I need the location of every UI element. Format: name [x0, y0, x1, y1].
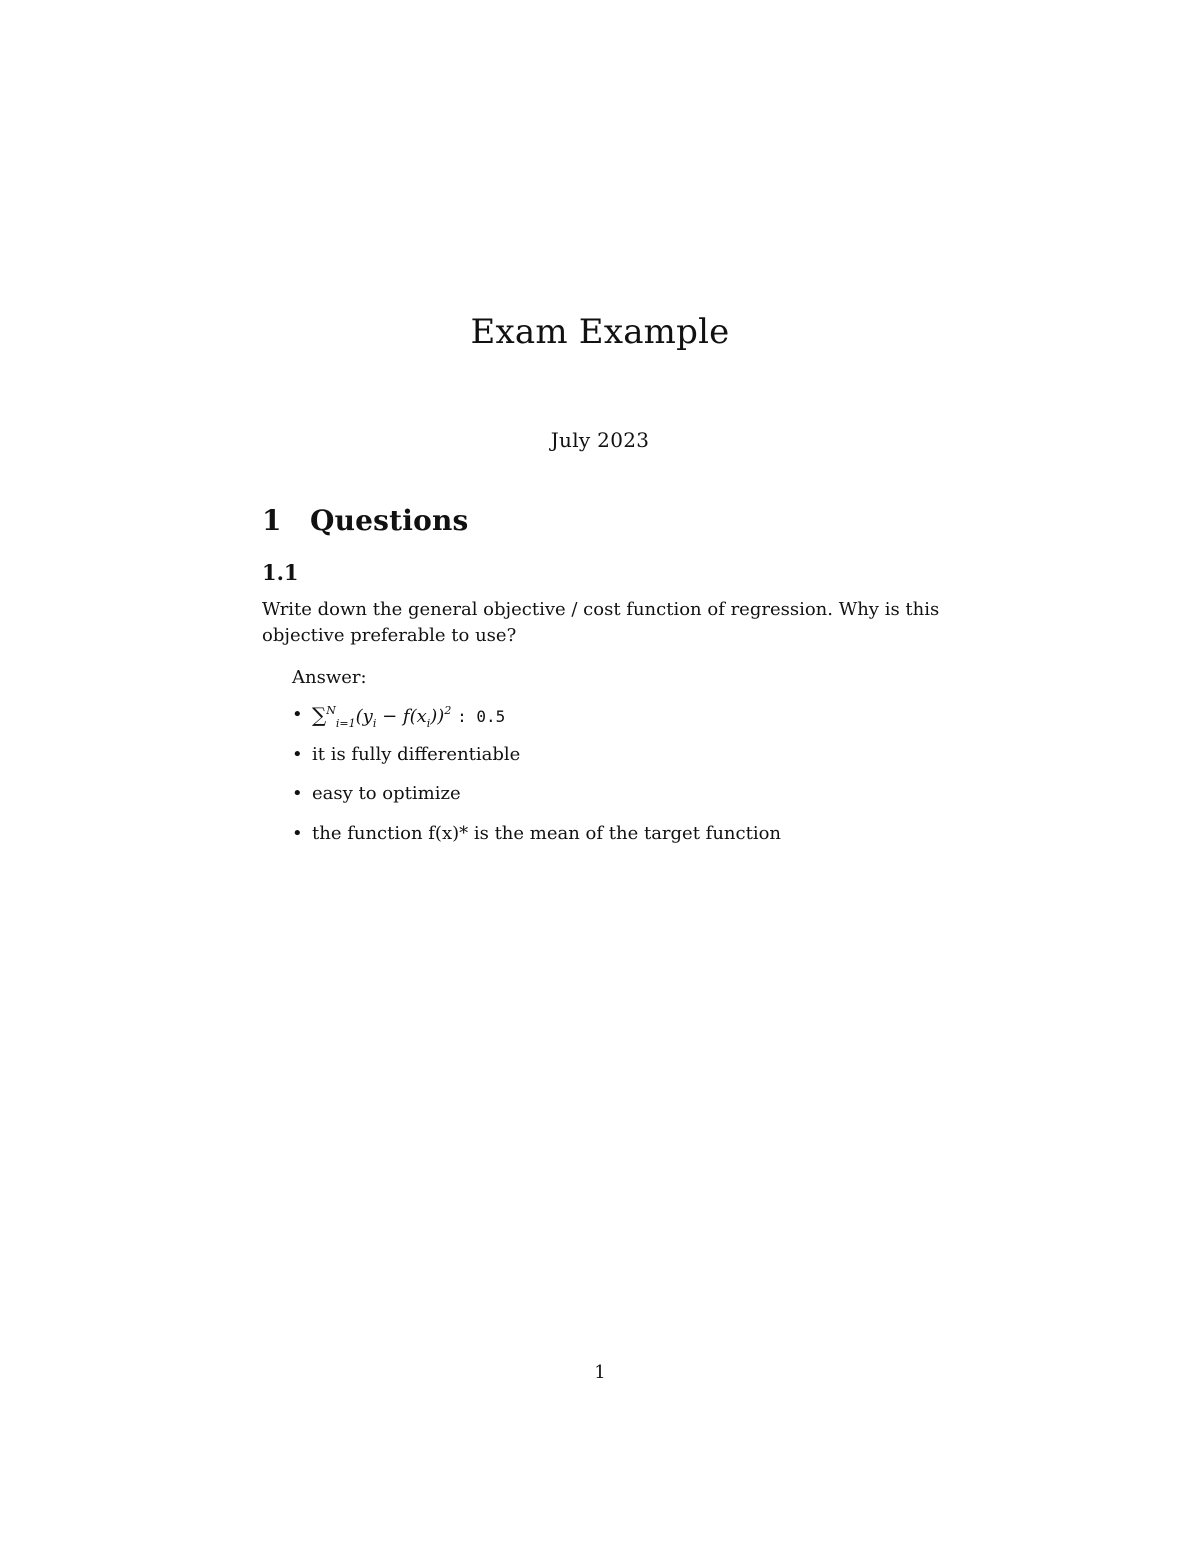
answer-list	[292, 702, 781, 860]
list-item: • the function f(x)* is the mean of the target function	[292, 821, 781, 861]
section-title: Questions	[310, 504, 469, 537]
section-heading	[262, 504, 469, 537]
question-text: Write down the general objective / cost function of regression. Why is this objective preferable to use?	[262, 599, 940, 646]
formula-close: ))	[430, 706, 445, 727]
y-subscript: i	[372, 717, 377, 730]
x-subscript: i	[426, 717, 431, 730]
formula-body: (y	[355, 706, 373, 727]
summation-symbol: ∑	[312, 703, 327, 727]
page-number: 1	[594, 1362, 606, 1383]
list-item-formula	[292, 702, 781, 742]
list-item: • easy to optimize	[292, 781, 781, 821]
formula-score: : 0.5	[457, 707, 506, 726]
document-title: Exam Example	[470, 312, 730, 352]
summation-upper-limit: N	[326, 704, 336, 717]
section-number: 1	[262, 504, 282, 537]
formula-power: 2	[444, 704, 452, 717]
formula-minus: − f(x	[376, 706, 427, 727]
list-item: • it is fully differentiable	[292, 742, 781, 782]
subsection-heading: 1.1	[262, 560, 299, 585]
document-date: July 2023	[550, 428, 650, 452]
summation-lower-limit: i=1	[335, 717, 356, 730]
objective-formula	[312, 703, 457, 730]
answer-label: Answer:	[292, 667, 367, 688]
